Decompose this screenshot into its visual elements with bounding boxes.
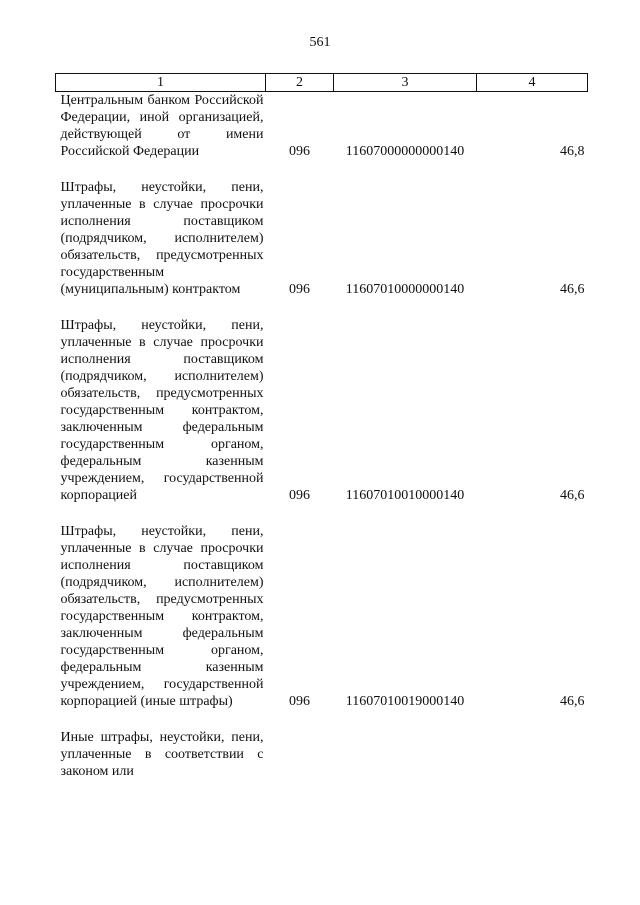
column-header-name: 1 [56, 74, 266, 92]
row-name: Штрафы, неустойки, пени, уплаченные в случае просрочки исполнения поставщиком (подрядчиком, исполнителем) обязательств, предусмотренных государственным контрактом, заключенным федеральным государственным органом, федеральным казенным учреждением, государственной корпорацией (иные штрафы) [60, 524, 264, 709]
row-amount: 46,8 [560, 144, 585, 159]
row-admin-code: 096 [289, 694, 310, 709]
row-budget-code: 11607010000000140 [345, 282, 465, 297]
row-admin-code: 096 [289, 488, 310, 503]
page-number: 561 [309, 35, 331, 50]
table-row [56, 504, 588, 710]
column-header-admin: 2 [266, 74, 334, 92]
table-row [56, 710, 588, 780]
row-name: Штрафы, неустойки, пени, уплаченные в случае просрочки исполнения поставщиком (подрядчиком, исполнителем) обязательств, предусмотренных государственным (муниципальным) контрактом [60, 180, 264, 297]
table-row [56, 160, 588, 298]
row-amount: 46,6 [560, 282, 585, 297]
row-budget-code [334, 710, 477, 780]
row-name: Штрафы, неустойки, пени, уплаченные в случае просрочки исполнения поставщиком (подрядчиком, исполнителем) обязательств, предусмотренных государственным контрактом, заключенным федеральным государственным органом, федеральным казенным учреждением, государственной корпорацией [60, 318, 264, 503]
column-header-amount: 4 [477, 74, 588, 92]
row-amount: 46,6 [560, 694, 585, 709]
row-amount: 46,6 [560, 488, 585, 503]
column-header-code: 3 [334, 74, 477, 92]
row-budget-code: 11607000000000140 [345, 144, 465, 159]
budget-table [55, 73, 588, 780]
row-budget-code: 11607010019000140 [345, 694, 465, 709]
row-name: Центральным банком Российской Федерации, иной организацией, действующей от имени Российской Федерации [60, 93, 264, 159]
row-admin-code [266, 710, 334, 780]
row-admin-code: 096 [289, 282, 310, 297]
row-budget-code: 11607010010000140 [345, 488, 465, 503]
table-row [56, 298, 588, 504]
table-row [56, 92, 588, 161]
row-amount [477, 710, 588, 780]
row-admin-code: 096 [289, 144, 310, 159]
table-header-row [56, 74, 588, 92]
row-name: Иные штрафы, неустойки, пени, уплаченные в соответствии с законом или [60, 730, 264, 779]
